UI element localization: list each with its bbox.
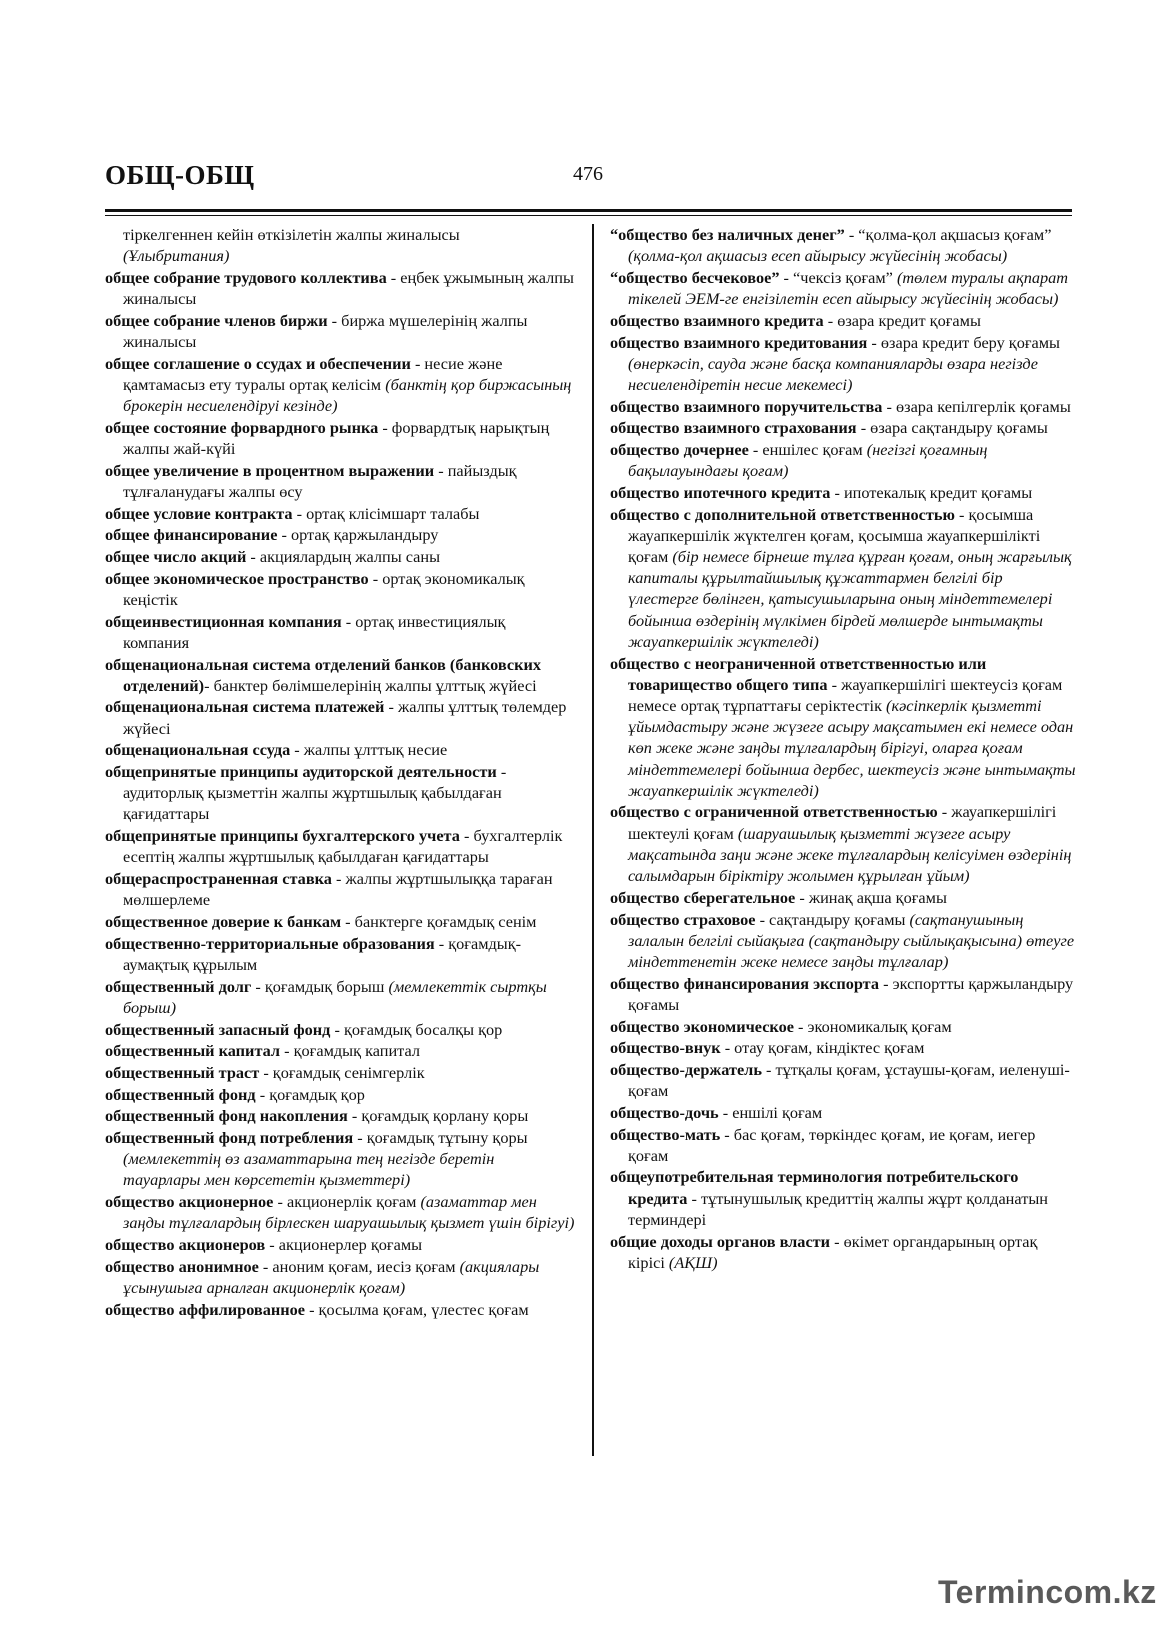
- entry-term: общее условие контракта: [105, 503, 293, 523]
- entry-term: общее экономическое пространство: [105, 568, 369, 588]
- dictionary-entry: [105, 761, 575, 825]
- entry-term: общество взаимного кредитования: [610, 332, 868, 352]
- entry-definition: - өзара кепілгерлік қоғамы: [882, 396, 1071, 416]
- dictionary-entry: [610, 1102, 1076, 1123]
- entry-definition: - ортақ инвестициялық компания: [123, 611, 506, 652]
- entry-note: (кәсіпкерлік қызметті ұйымдастыру және жүзеге асыру мақсатымен екі немесе одан көп жеке және заңды тұлғалардың бірігуі, оларға қоғам міндеттемелері бойынша дербес, шектеусіз және ынтымақты жауапкершілік жүктеледі): [628, 695, 1076, 800]
- entry-definition: - аноним қоғам, иесіз қоғам: [258, 1256, 460, 1276]
- dictionary-entry: [105, 1040, 575, 1061]
- entry-term: общество экономическое: [610, 1016, 794, 1036]
- dictionary-entry: [610, 1059, 1076, 1101]
- dictionary-entry: [610, 310, 1076, 331]
- entry-definition: - сақтандыру қоғамы: [755, 909, 910, 929]
- entry-term: общеинвестиционная компания: [105, 611, 342, 631]
- entry-definition: - қоғамдық капитал: [280, 1041, 420, 1061]
- entry-note: (сақтанушының залалын белгілі сыйақыға (сақтандыру сыйлықақысына) өтеуге міндеттенетін жеке немесе заңды тұлғалар): [628, 909, 1075, 971]
- entry-definition: - қоғамдық қор: [255, 1084, 365, 1104]
- entry-definition: - “чексіз қоғам”: [779, 267, 897, 287]
- entry-note: (негізгі қоғамның бақылауындағы қоғам): [628, 440, 988, 481]
- watermark-logo: Termincom.kz: [938, 1574, 1157, 1610]
- dictionary-entry: [105, 825, 575, 867]
- dictionary-entry: [105, 976, 575, 1018]
- entry-definition: - қоғамдық босалқы қор: [330, 1019, 503, 1039]
- entry-definition: - ортақ экономикалық кеңістік: [123, 568, 525, 609]
- entry-term: общественный капитал: [105, 1041, 281, 1061]
- entry-term: общее собрание трудового коллектива: [105, 267, 387, 287]
- entry-term: общественный фонд: [105, 1084, 256, 1104]
- dictionary-entry: [610, 1166, 1076, 1230]
- dictionary-entry: [105, 568, 575, 610]
- entry-term: общество акционеров: [105, 1235, 266, 1255]
- entry-note: (мемлекеттің өз азаматтарына тең негізде беретін тауарлары мен көрсететін қызметтері): [123, 1149, 495, 1190]
- entry-term: общее финансирование: [105, 525, 278, 545]
- entry-definition: - ипотекалық кредит қоғамы: [830, 482, 1033, 502]
- entry-term: общенациональная система платежей: [105, 697, 385, 717]
- entry-term: общественно-территориальные образования: [105, 933, 435, 953]
- entry-definition: - биржа мүшелерінің жалпы жиналысы: [123, 310, 528, 352]
- entry-note: (Ұлыбритания): [123, 246, 230, 266]
- entry-term: общество с неограниченной ответственностью или товарищество общего типа: [610, 653, 987, 694]
- entry-definition: - ортақ қаржыландыру: [277, 525, 439, 545]
- entry-definition: - экономикалық қоғам: [793, 1016, 952, 1036]
- entry-note: (АҚШ): [668, 1252, 718, 1272]
- entry-term: общепринятые принципы бухгалтерского учета: [105, 826, 460, 846]
- entry-term: общее соглашение о ссудах и обеспечении: [105, 353, 411, 373]
- entry-definition: - тұтынушылық кредиттің жалпы жұрт қолданатын терминдері: [628, 1188, 1048, 1229]
- entry-term: общепринятые принципы аудиторской деятельности: [105, 762, 497, 782]
- entry-definition: - өкімет органдарының ортақ кірісі: [628, 1231, 1038, 1272]
- entry-definition: - өзара кредит беру қоғамы: [867, 332, 1060, 352]
- dictionary-entry: [105, 224, 575, 266]
- entry-term: общество взаимного страхования: [610, 418, 857, 438]
- dictionary-entry: [105, 654, 575, 696]
- entry-term: общество взаимного поручительства: [610, 396, 883, 416]
- dictionary-entry: [105, 353, 575, 417]
- entry-term: общество ипотечного кредита: [610, 482, 831, 502]
- entry-term: общество дочернее: [610, 440, 749, 460]
- entry-term: общество-дочь: [610, 1102, 719, 1122]
- dictionary-entry: [610, 482, 1076, 503]
- entry-term: общество сберегательное: [610, 887, 796, 907]
- dictionary-entry: [610, 909, 1076, 973]
- entry-definition: - отау қоғам, кіндіктес қоғам: [720, 1038, 925, 1058]
- entry-definition: - форвардтық нарықтың жалпы жай-күйі: [123, 417, 550, 459]
- entry-definition: - тұтқалы қоғам, ұстаушы-қоғам, иеленуші-қоғам: [628, 1059, 1070, 1101]
- entry-term: общественный запасный фонд: [105, 1019, 331, 1039]
- entry-definition: - еншілес қоғам: [748, 440, 867, 460]
- entry-definition: - қоғамдық борыш: [251, 976, 389, 996]
- entry-definition: - акционерлік қоғам: [273, 1192, 421, 1212]
- entry-definition: - еңбек ұжымының жалпы жиналысы: [123, 267, 574, 309]
- dictionary-entry: [105, 933, 575, 975]
- entry-definition: - қосылма қоғам, үлестес қоғам: [305, 1299, 529, 1319]
- entry-definition: - жауапкершілігі шектеулі қоғам: [628, 802, 1057, 843]
- entry-note: (шаруашылық қызметті жүзеге асыру мақсатында заңи және жеке тұлғалардың келісуімен өздерінің салымдарын біріктіру жолымен құрылған ұйым): [628, 823, 1072, 886]
- dictionary-entry: [105, 267, 575, 309]
- entry-note: (өнеркәсіп, сауда және басқа компанияларды өзара негізде несиелендіретін несие мекемесі): [628, 353, 1038, 394]
- entry-term: общераспространенная ставка: [105, 869, 332, 889]
- dictionary-entry: [610, 887, 1076, 908]
- entry-definition: - банктерге қоғамдық сенім: [341, 912, 537, 931]
- dictionary-entry: [105, 611, 575, 653]
- entry-term: общество-держатель: [610, 1059, 762, 1079]
- entry-definition: тіркелгеннен кейін өткізілетін жалпы жиналысы: [123, 225, 460, 244]
- dictionary-entry: [610, 417, 1076, 438]
- dictionary-entry: [105, 1127, 575, 1191]
- entry-definition: - пайыздық тұлғаланудағы жалпы өсу: [123, 460, 517, 501]
- entry-term: общественный траст: [105, 1062, 260, 1082]
- dictionary-entry: [610, 224, 1076, 266]
- dictionary-entry: [105, 911, 575, 932]
- dictionary-entry: [610, 1016, 1076, 1037]
- entry-definition: - банктер бөлімшелерінің жалпы ұлттық жүйесі: [204, 675, 537, 695]
- entry-term: общество аффилированное: [105, 1299, 305, 1319]
- entry-definition: - қоғамдық-аумақтық құрылым: [123, 933, 522, 974]
- left-column: [105, 224, 575, 1320]
- entry-definition: - акционерлер қоғамы: [265, 1235, 423, 1255]
- entry-definition: - жалпы ұлттық төлемдер жүйесі: [123, 697, 567, 738]
- header-rule-thin: [105, 215, 1072, 216]
- entry-term: общество анонимное: [105, 1256, 259, 1276]
- entry-term: общество-внук: [610, 1038, 721, 1058]
- entry-term: общество страховое: [610, 909, 756, 929]
- dictionary-entry: [105, 546, 575, 567]
- dictionary-entry: [610, 396, 1076, 417]
- entry-definition: - несие және қамтамасыз ету туралы ортақ келісім: [123, 353, 503, 394]
- entry-definition: - қосымша жауапкершілік жүктелген қоғам, қосымша жауапкершілікті қоғам: [628, 504, 1041, 567]
- dictionary-entry: [610, 267, 1076, 309]
- dictionary-entry: [610, 332, 1076, 396]
- entry-term: общее число акций: [105, 547, 247, 567]
- dictionary-entry: [610, 653, 1076, 801]
- dictionary-entry: [105, 1105, 575, 1126]
- entry-term: общественный фонд потребления: [105, 1128, 354, 1148]
- entry-definition: - өзара кредит қоғамы: [823, 310, 981, 330]
- entry-definition: - еншілі қоғам: [718, 1102, 823, 1122]
- entry-note: (төлем туралы ақпарат тікелей ЭЕМ-ге енгізілетін есеп айырысу жүйесінің жобасы): [628, 267, 1069, 309]
- entry-term: общенациональная ссуда: [105, 740, 291, 760]
- entry-note: (қолма-қол ақшасыз есеп айырысу жүйесінің жобасы): [628, 246, 1008, 266]
- dictionary-entry: [610, 1231, 1076, 1273]
- entry-term: общество-мать: [610, 1124, 721, 1144]
- entry-note: (бір немесе бірнеше тұлға құрған қоғам, оның жарғылық капиталы құрылтайшылық құжаттармен белгілі бір үлестерге бөлінген, қатысушыларына оның міндеттемелері бойынша өздерінің мүлкімен бірдей мөлшерде ынтымақты жауапкершілік жүктеледі): [628, 547, 1072, 651]
- entry-definition: - өзара сақтандыру қоғамы: [856, 418, 1048, 438]
- entry-definition: - жалпы жұртшылыққа тараған мөлшерлеме: [123, 869, 553, 910]
- entry-note: (акциялары ұсынушыға арналған акционерлік қоғам): [123, 1256, 540, 1297]
- entry-term: “общество без наличных денег”: [610, 225, 845, 244]
- dictionary-entry: [105, 1191, 575, 1233]
- entry-term: общее увеличение в процентном выражении: [105, 460, 435, 480]
- entry-note: (азаматтар мен заңды тұлғалардың бірлескен шаруашылық қызмет үшін бірігуі): [123, 1192, 575, 1233]
- dictionary-entry: [105, 1299, 575, 1320]
- dictionary-entry: [105, 1256, 575, 1298]
- entry-definition: - “қолма-қол ақшасыз қоғам”: [844, 225, 1052, 244]
- entry-term: “общество бесчековое”: [610, 267, 780, 287]
- dictionary-entry: [105, 503, 575, 524]
- entry-term: общее собрание членов биржи: [105, 310, 328, 330]
- dictionary-entry: [610, 1037, 1076, 1058]
- column-divider: [592, 224, 594, 1456]
- entry-term: общественный фонд накопления: [105, 1106, 348, 1126]
- dictionary-entry: [105, 696, 575, 738]
- entry-term: общенациональная система отделений банков (банковских отделений): [105, 654, 542, 695]
- entry-definition: - жинақ ақша қоғамы: [795, 887, 947, 907]
- entry-term: общество взаимного кредита: [610, 310, 824, 330]
- dictionary-entry: [610, 504, 1076, 652]
- running-header: ОБЩ-ОБЩ: [105, 160, 255, 190]
- entry-definition: - бас қоғам, төркіндес қоғам, ие қоғам, иегер қоғам: [628, 1124, 1036, 1165]
- entry-term: общество с дополнительной ответственностью: [610, 504, 955, 524]
- dictionary-entry: [105, 1062, 575, 1083]
- entry-definition: - қоғамдық сенімгерлік: [259, 1062, 425, 1082]
- dictionary-entry: [105, 1084, 575, 1105]
- dictionary-entry: [105, 1019, 575, 1040]
- entry-term: общественное доверие к банкам: [105, 912, 342, 931]
- dictionary-entry: [105, 310, 575, 352]
- entry-definition: - жауапкершілігі шектеусіз қоғам немесе ортақ тұрпаттағы серіктестік: [628, 674, 1063, 715]
- entry-definition: - ортақ клісімшарт талабы: [292, 503, 480, 523]
- entry-definition: - аудиторлық қызметтін жалпы жұртшылық қабылдаған қағидаттары: [123, 762, 507, 824]
- dictionary-entry: [610, 1124, 1076, 1166]
- entry-definition: - қоғамдық қорлану қоры: [347, 1106, 529, 1126]
- entry-term: общее состояние форвардного рынка: [105, 417, 379, 437]
- dictionary-entry: [610, 439, 1076, 481]
- entry-term: общие доходы органов власти: [610, 1231, 831, 1251]
- entry-term: общество акционерное: [105, 1192, 274, 1212]
- entry-definition: - акциялардың жалпы саны: [246, 547, 441, 567]
- dictionary-entry: [105, 524, 575, 545]
- dictionary-entry: [105, 739, 575, 760]
- dictionary-entry: [105, 417, 575, 459]
- dictionary-entry: [610, 973, 1076, 1015]
- dictionary-entry: [105, 460, 575, 502]
- entry-term: общественный долг: [105, 976, 252, 996]
- page-number: 476: [573, 163, 603, 185]
- dictionary-entry: [105, 1234, 575, 1255]
- entry-definition: - жалпы ұлттық несие: [290, 740, 448, 760]
- dictionary-entry: [610, 801, 1076, 886]
- right-column: [610, 224, 1076, 1273]
- entry-definition: - қоғамдық тұтыну қоры: [353, 1128, 528, 1148]
- entry-term: общество финансирования экспорта: [610, 973, 880, 993]
- entry-term: общество с ограниченной ответственностью: [610, 802, 938, 822]
- dictionary-entry: [105, 868, 575, 910]
- entry-note: (мемлекеттік сыртқы борыш): [123, 976, 547, 1017]
- entry-definition: - бухгалтерлік есептің жалпы жұртшылық қабылдаған қағидаттары: [123, 826, 563, 867]
- entry-definition: - экспортты қаржыландыру қоғамы: [628, 973, 1074, 1014]
- entry-term: общеупотребительная терминология потребительского кредита: [610, 1167, 1019, 1208]
- entry-note: (банктің қор биржасының брокерін несиелендіруі кезінде): [123, 374, 572, 416]
- header-rule: [105, 209, 1072, 212]
